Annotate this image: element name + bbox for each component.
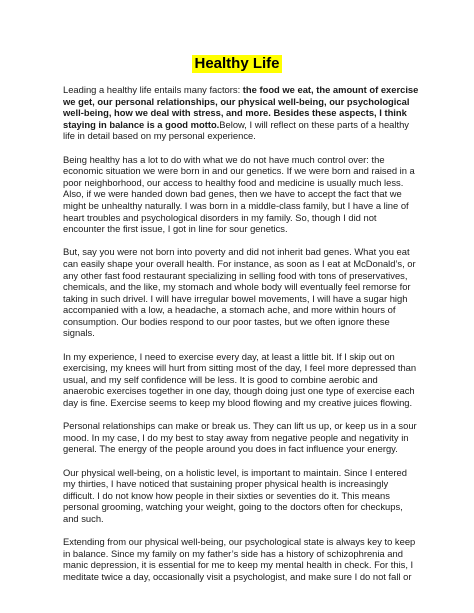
- text-segment: Personal relationships can make or break us. They can lift us up, or keep us in a sour mood. In my case, I do my best to stay away from negative people and negativity in general. The energy of the people around you does in fact influence your energy.: [63, 420, 417, 455]
- paragraph-relationships: [63, 420, 419, 455]
- page-title: Healthy Life: [194, 55, 280, 72]
- text-segment: In my experience, I need to exercise every day, at least a little bit. If I skip out on exercising, my knees will hurt from sitting most of the day, I feel more depressed than usual, and my self confidence will be less. It is good to combine aerobic and anaerobic exercises together in one day, though doing just one type of exercise each day is fine. Exercise seems to keep my blood flowing and my creative juices flowing.: [63, 350, 417, 409]
- title-wrap: [0, 55, 474, 73]
- paragraph-food: [63, 246, 419, 339]
- paragraph-intro: [63, 84, 419, 142]
- text-segment-bold: the food we eat, the amount of exercise we get, our personal relationships, our physical well-being, our psychological well-being, how we deal with stress, and more. Besides these aspects, I think staying in balance is a good motto.: [63, 84, 419, 130]
- text-segment: But, say you were not born into poverty and did not inherit bad genes. What you eat can easily shape your overall health. For instance, as soon as I eat at McDonald’s, or any other fast food restaurant specializing in selling food with tons of preservatives, chemicals, and the like, my stomach and whole body will eventually feel remorse for taking in such drivel. I will have irregular bowel movements, I will have a sugar high accompanied with a low, a headache, a stomach ache, and more within hours of consumption. Our bodies respond to our poor tastes, but we often ignore these signals.: [63, 246, 416, 339]
- paragraph-physical: [63, 467, 419, 525]
- paragraph-genetics: [63, 154, 419, 235]
- paragraph-psychological: [63, 536, 419, 582]
- text-segment: Extending from our physical well-being, our psychological state is always key to keep in balance. Since my family on my father’s side has a history of schizophrenia and manic depression, it is essential for me to keep my mental health in check. For this, I meditate twice a day, occasionally visit a psychologist, and make sure I do not fall or: [63, 536, 416, 582]
- paragraph-exercise: [63, 351, 419, 409]
- text-segment: Below, I will reflect on these parts of a healthy life in detail based on my personal experience.: [63, 118, 409, 142]
- text-segment: Our physical well-being, on a holistic level, is important to maintain. Since I entered my thirties, I have noticed that sustaining proper physical health is increasingly difficult. I do not know how people in their sixties or seventies do it. This means personal grooming, watching your weight, going to the doctors often for checkups, and such.: [63, 466, 407, 524]
- document-body: [63, 84, 419, 594]
- text-segment: Leading a healthy life entails many factors:: [63, 84, 243, 95]
- text-segment: Being healthy has a lot to do with what we do not have much control over: the economic situation we were born in and our genetics. If we were born and raised in a poor neighborhood, our access to healthy food and medicine is usually much less. Also, if we were handed down bad genes, then we have to accept the fact that we might be unhealthy naturally. I was born in a middle-class family, but I have a line of heart troubles and psychological disorders in my family. So, though I did not encounter the first issue, I got in line for sour genetics.: [63, 153, 415, 235]
